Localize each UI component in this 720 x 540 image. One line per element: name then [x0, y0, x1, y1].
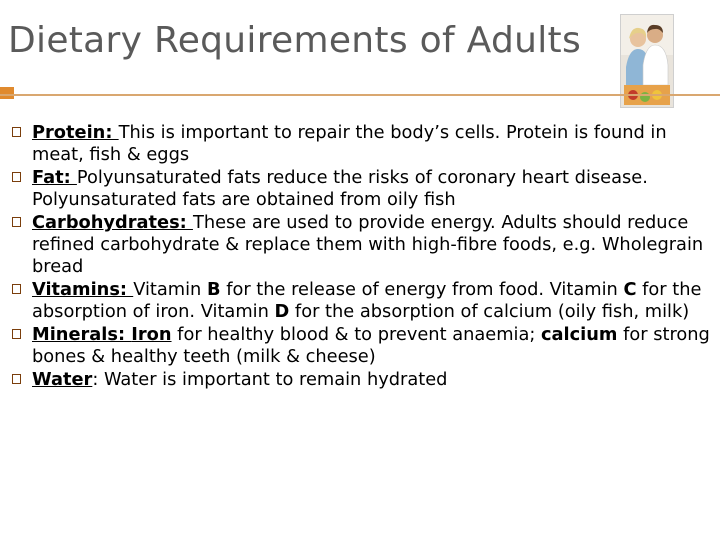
mineral-calcium: calcium: [541, 324, 618, 345]
bullet-text: Vitamin: [133, 279, 207, 300]
mineral-iron: Iron: [131, 324, 172, 345]
term-protein: Protein:: [32, 122, 119, 143]
bullet-text: : Water is important to remain hydrated: [92, 369, 448, 390]
bullet-vitamins: [10, 279, 715, 323]
square-bullet-icon: [12, 329, 21, 339]
title-divider: [0, 94, 720, 96]
title-accent-block: [0, 87, 14, 99]
vitamin-d: D: [274, 301, 290, 322]
square-bullet-icon: [12, 172, 21, 182]
bullet-water: [10, 369, 715, 391]
bullet-text: for the absorption of iron. Vitamin: [32, 279, 702, 322]
term-vitamins: Vitamins:: [32, 279, 134, 300]
bullet-text: for healthy blood & to prevent anaemia;: [171, 324, 541, 345]
bullet-fat: [10, 167, 715, 211]
bullet-minerals: [10, 324, 715, 368]
term-minerals: Minerals:: [32, 324, 132, 345]
term-water: Water: [32, 369, 93, 390]
square-bullet-icon: [12, 374, 21, 384]
square-bullet-icon: [12, 217, 21, 227]
bullet-protein: [10, 122, 715, 166]
term-carbohydrates: Carbohydrates:: [32, 212, 193, 233]
square-bullet-icon: [12, 127, 21, 137]
slide-title: Dietary Requirements of Adults: [8, 20, 581, 61]
bullet-carbohydrates: [10, 212, 715, 278]
term-fat: Fat:: [32, 167, 77, 188]
vitamin-b: B: [206, 279, 221, 300]
vitamin-c: C: [623, 279, 637, 300]
bullet-text: Polyunsaturated fats reduce the risks of coronary heart disease. Polyunsaturated fats are obtained from oily fish: [32, 167, 648, 210]
bullet-text: These are used to provide energy. Adults should reduce refined carbohydrate & replace them with high-fibre foods, e.g. Wholegrain bread: [32, 212, 704, 277]
bullet-text: for the release of energy from food. Vitamin: [220, 279, 624, 300]
bullet-text: for the absorption of calcium (oily fish, milk): [289, 301, 690, 322]
square-bullet-icon: [12, 284, 21, 294]
bullet-text: for strong bones & healthy teeth (milk & cheese): [32, 324, 710, 367]
bullet-list: [10, 122, 715, 391]
bullet-text: This is important to repair the body’s cells. Protein is found in meat, fish & eggs: [32, 122, 667, 165]
